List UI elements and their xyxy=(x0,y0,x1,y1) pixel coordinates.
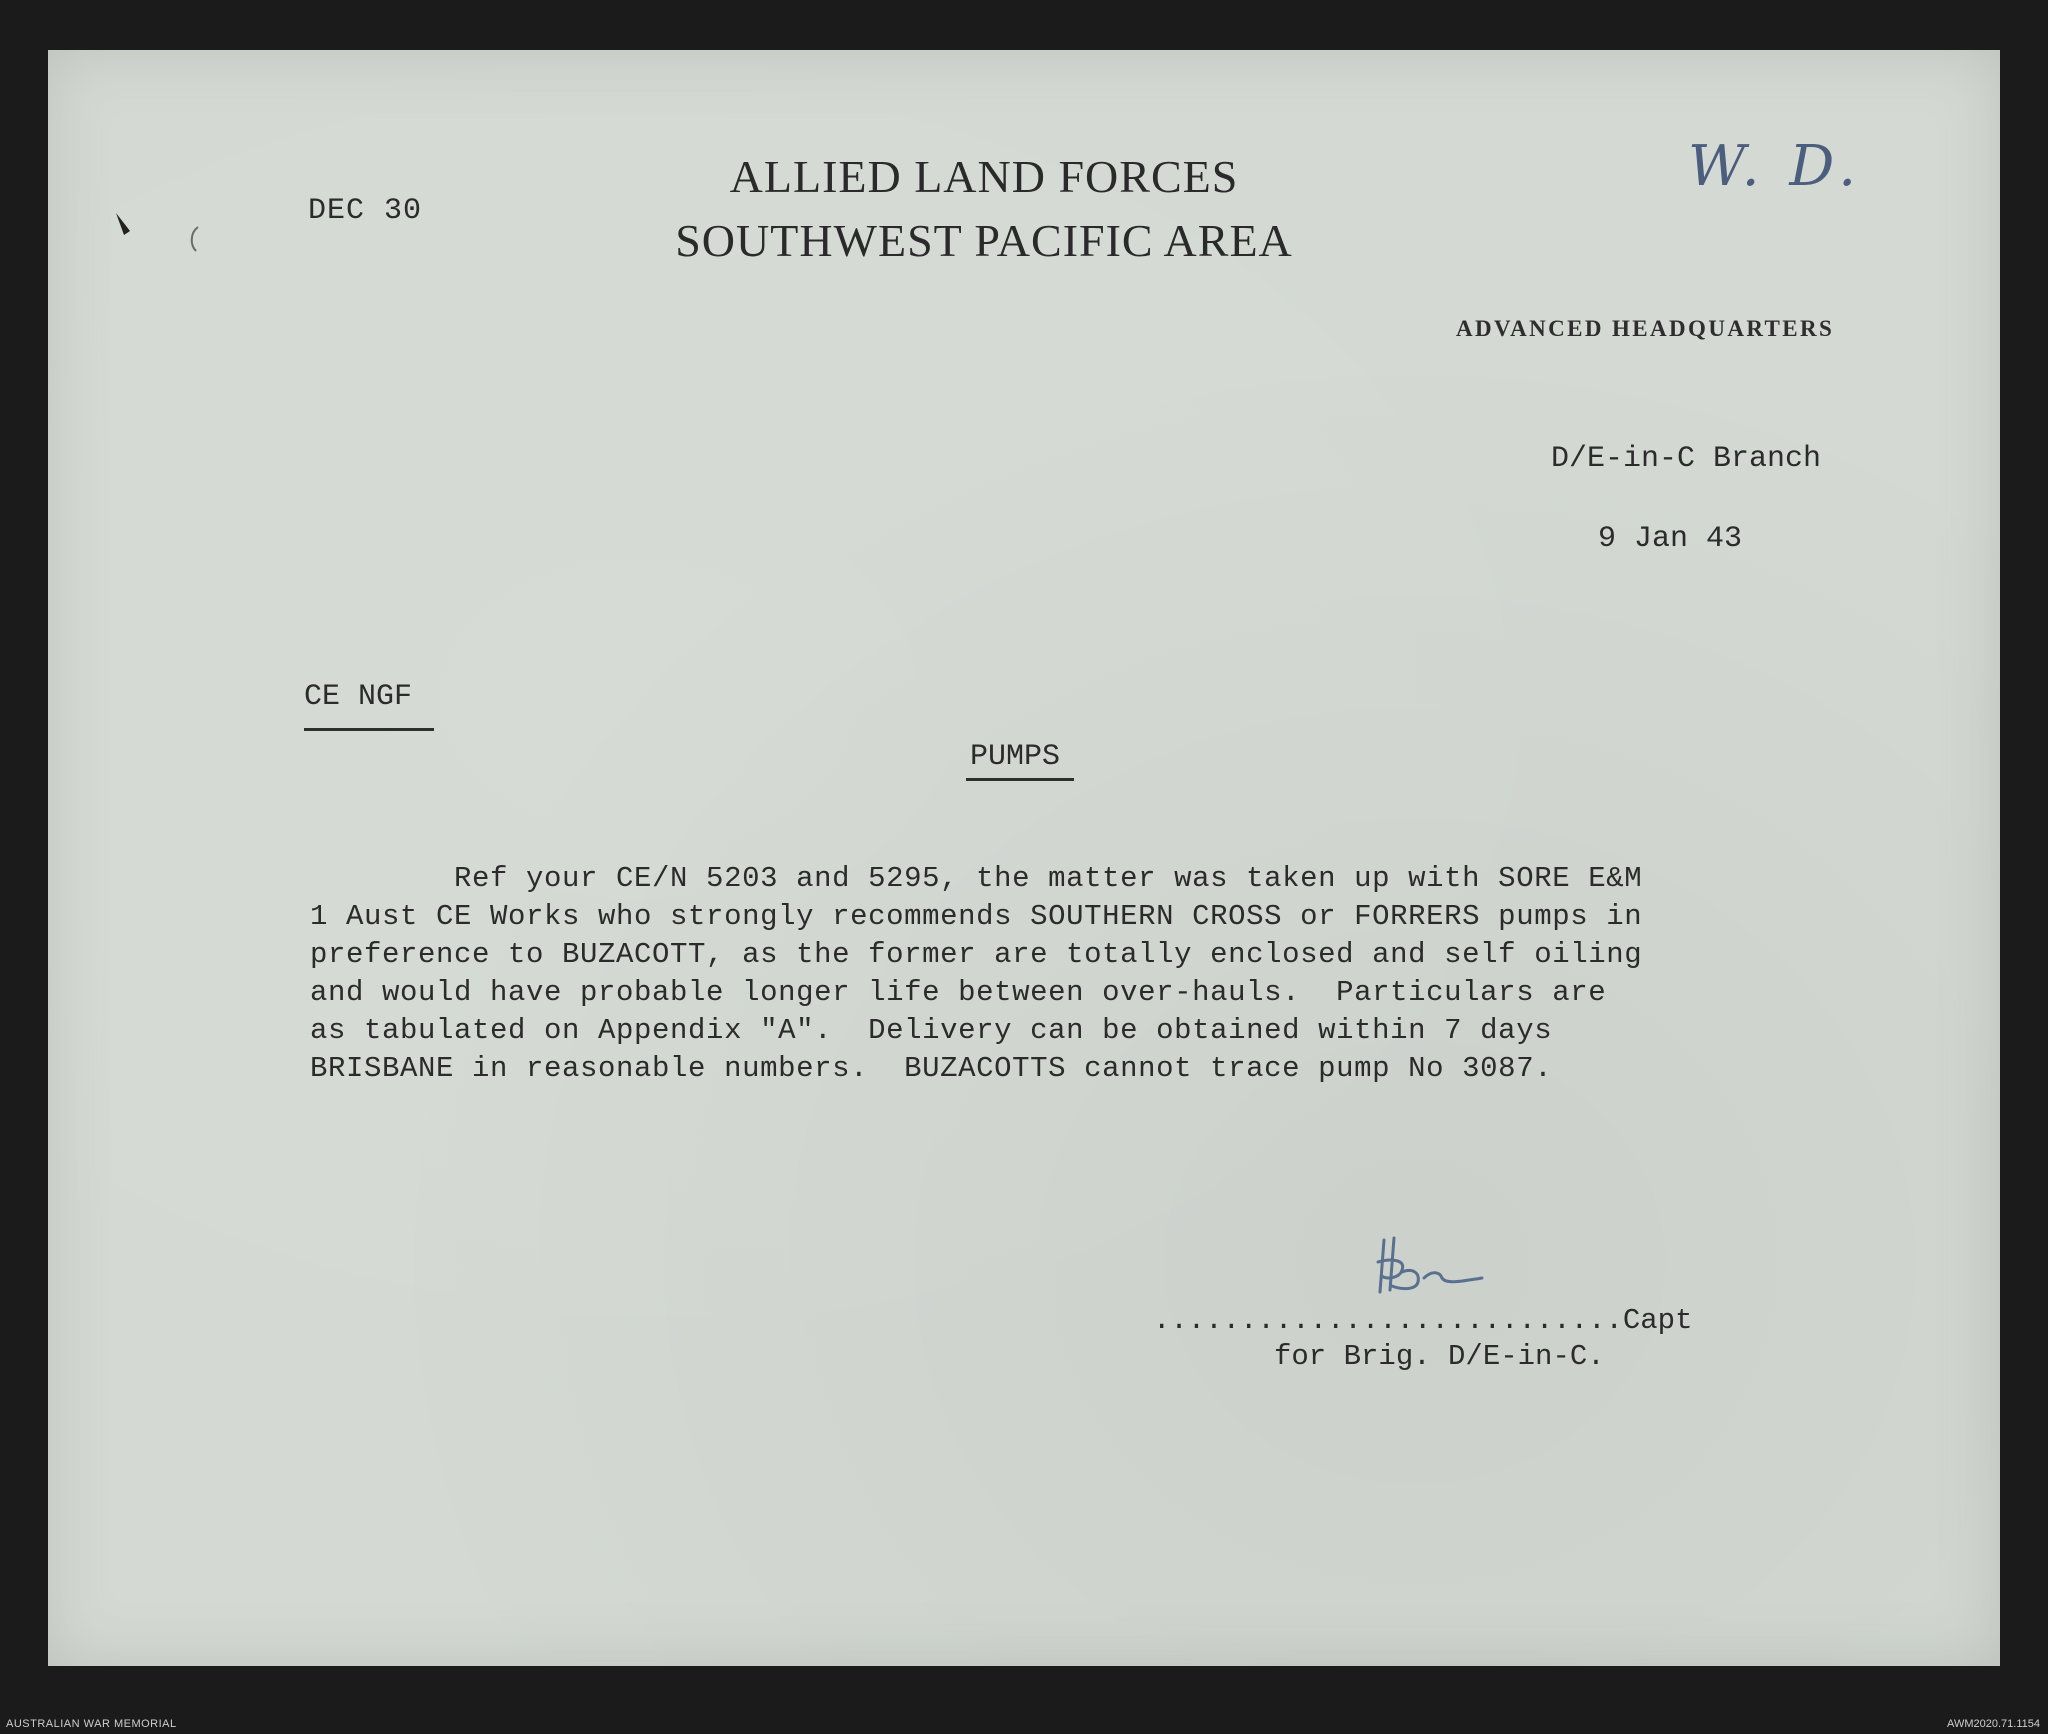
body-line: BRISBANE in reasonable numbers. BUZACOTTS cannot trace pump No 3087. xyxy=(310,1052,1553,1085)
body-line: 1 Aust CE Works who strongly recommends SOUTHERN CROSS or FORRERS pumps in xyxy=(310,900,1643,933)
handwritten-signature xyxy=(1372,1232,1492,1302)
document-page xyxy=(48,50,2000,1666)
body-line: Ref your CE/N 5203 and 5295, the matter was taken up with SORE E&M xyxy=(310,862,1643,895)
body-line: as tabulated on Appendix "A". Delivery can be obtained within 7 days xyxy=(310,1014,1553,1047)
body-line: and would have probable longer life between over-hauls. Particulars are xyxy=(310,976,1607,1009)
addressee-underline xyxy=(304,728,434,731)
body-line: preference to BUZACOTT, as the former are totally enclosed and self oiling xyxy=(310,938,1643,971)
handwritten-note: W. D. xyxy=(1688,134,1863,199)
letter-date: 9 Jan 43 xyxy=(1598,522,1743,556)
letterhead-line-2: SOUTHWEST PACIFIC AREA xyxy=(675,215,1293,266)
addressee: CE NGF xyxy=(304,680,413,714)
branch-line: D/E-in-C Branch xyxy=(1551,442,1822,476)
letterhead-line-1: ALLIED LAND FORCES xyxy=(729,151,1239,202)
office-heading: ADVANCED HEADQUARTERS xyxy=(1456,316,1835,341)
subject-heading: PUMPS xyxy=(970,740,1061,774)
footer-attribution: AUSTRALIAN WAR MEMORIAL xyxy=(6,1718,177,1730)
footer-accession-number: AWM2020.71.1154 xyxy=(1947,1718,2040,1730)
received-stamp-date: DEC 30 xyxy=(308,194,423,228)
subject-underline xyxy=(966,778,1074,781)
signature-line: ...........................Capt xyxy=(1153,1304,1693,1337)
signature-for-line: for Brig. D/E-in-C. xyxy=(1274,1340,1605,1373)
